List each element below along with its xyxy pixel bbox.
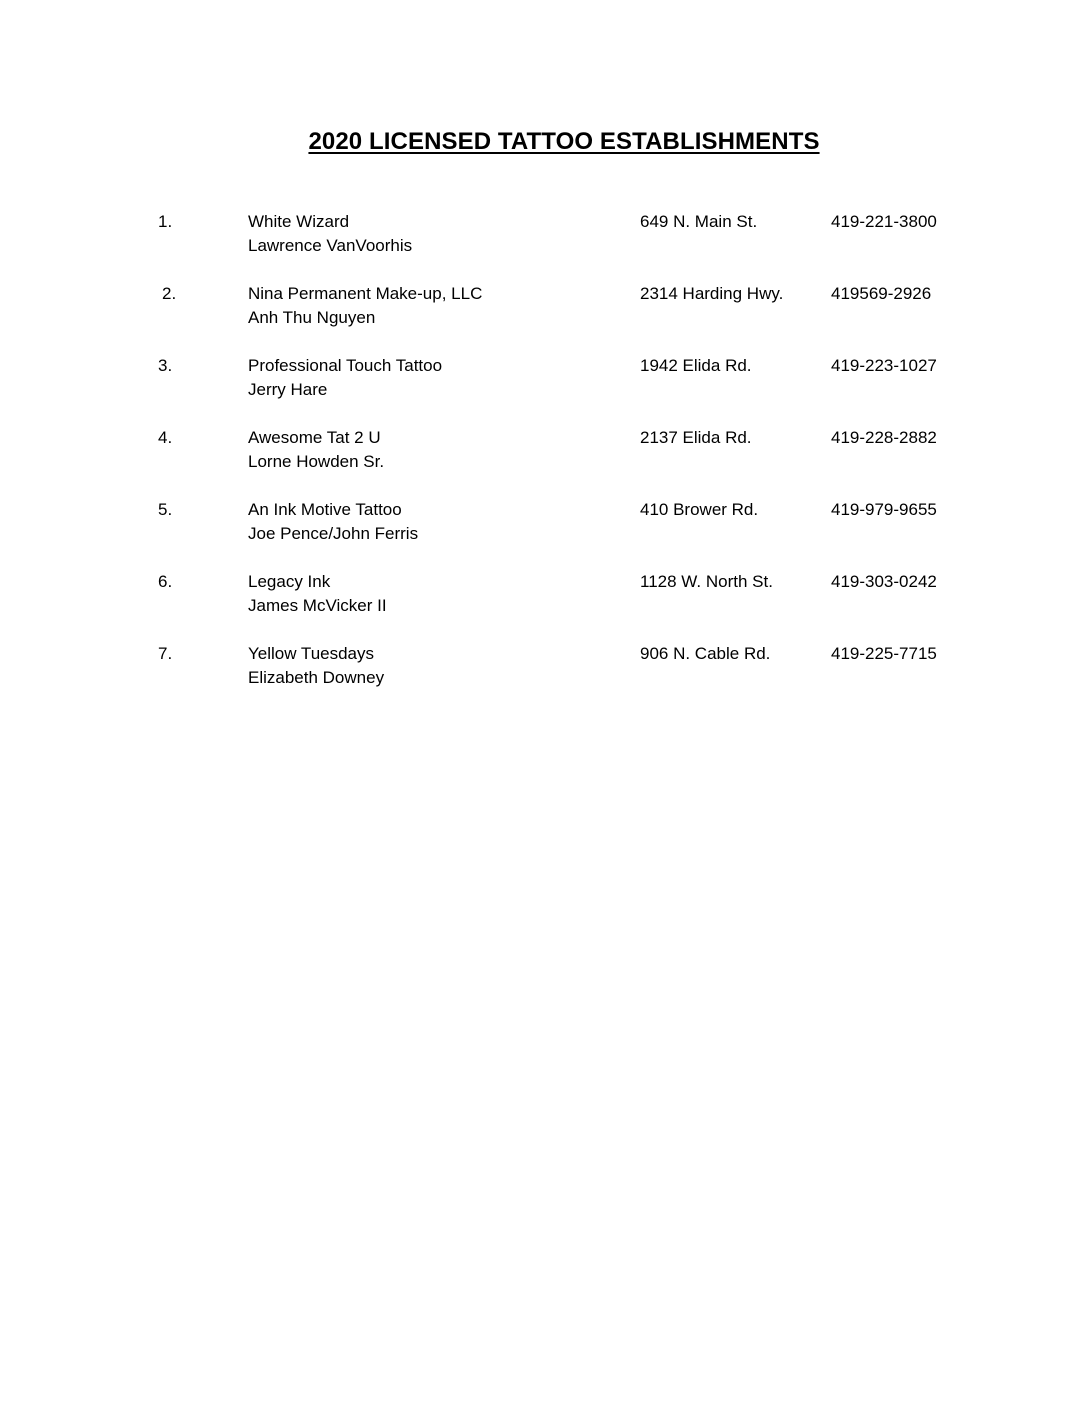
list-item bbox=[0, 210, 1088, 282]
establishment-contact: Elizabeth Downey bbox=[248, 668, 385, 687]
establishment-contact: Anh Thu Nguyen bbox=[248, 308, 376, 327]
establishment-list bbox=[0, 210, 1088, 714]
establishment-name: Awesome Tat 2 U bbox=[248, 428, 381, 447]
establishment-name: Yellow Tuesdays bbox=[248, 644, 375, 663]
list-item bbox=[0, 498, 1088, 570]
list-item bbox=[0, 354, 1088, 426]
entry-number: 6. bbox=[158, 572, 173, 591]
establishment-phone: 419-979-9655 bbox=[831, 500, 937, 519]
entry-number: 1. bbox=[158, 212, 173, 231]
page-title: 2020 LICENSED TATTOO ESTABLISHMENTS bbox=[308, 128, 820, 155]
establishment-address: 906 N. Cable Rd. bbox=[640, 644, 771, 663]
establishment-address: 1128 W. North St. bbox=[640, 572, 773, 591]
establishment-address: 1942 Elida Rd. bbox=[640, 356, 752, 375]
establishment-contact: Lorne Howden Sr. bbox=[248, 452, 385, 471]
establishment-phone: 419-228-2882 bbox=[831, 428, 937, 447]
entry-number: 2. bbox=[162, 284, 177, 303]
entry-number: 5. bbox=[158, 500, 173, 519]
establishment-address: 649 N. Main St. bbox=[640, 212, 758, 231]
establishment-phone: 419569-2926 bbox=[831, 284, 932, 303]
establishment-name: Nina Permanent Make-up, LLC bbox=[248, 284, 483, 303]
entry-number: 4. bbox=[158, 428, 173, 447]
establishment-name: An Ink Motive Tattoo bbox=[248, 500, 402, 519]
establishment-contact: James McVicker II bbox=[248, 596, 387, 615]
establishment-name: Professional Touch Tattoo bbox=[248, 356, 443, 375]
establishment-contact: Jerry Hare bbox=[248, 380, 328, 399]
entry-number: 3. bbox=[158, 356, 173, 375]
list-item bbox=[0, 642, 1088, 714]
list-item bbox=[0, 426, 1088, 498]
list-item bbox=[0, 282, 1088, 354]
establishment-address: 2137 Elida Rd. bbox=[640, 428, 752, 447]
establishment-name: Legacy Ink bbox=[248, 572, 331, 591]
entry-number: 7. bbox=[158, 644, 173, 663]
establishment-address: 2314 Harding Hwy. bbox=[640, 284, 784, 303]
establishment-phone: 419-303-0242 bbox=[831, 572, 937, 591]
establishment-phone: 419-223-1027 bbox=[831, 356, 937, 375]
establishment-address: 410 Brower Rd. bbox=[640, 500, 759, 519]
establishment-contact: Joe Pence/John Ferris bbox=[248, 524, 419, 543]
establishment-phone: 419-221-3800 bbox=[831, 212, 937, 231]
establishment-contact: Lawrence VanVoorhis bbox=[248, 236, 413, 255]
list-item bbox=[0, 570, 1088, 642]
establishment-phone: 419-225-7715 bbox=[831, 644, 937, 663]
establishment-name: White Wizard bbox=[248, 212, 350, 231]
